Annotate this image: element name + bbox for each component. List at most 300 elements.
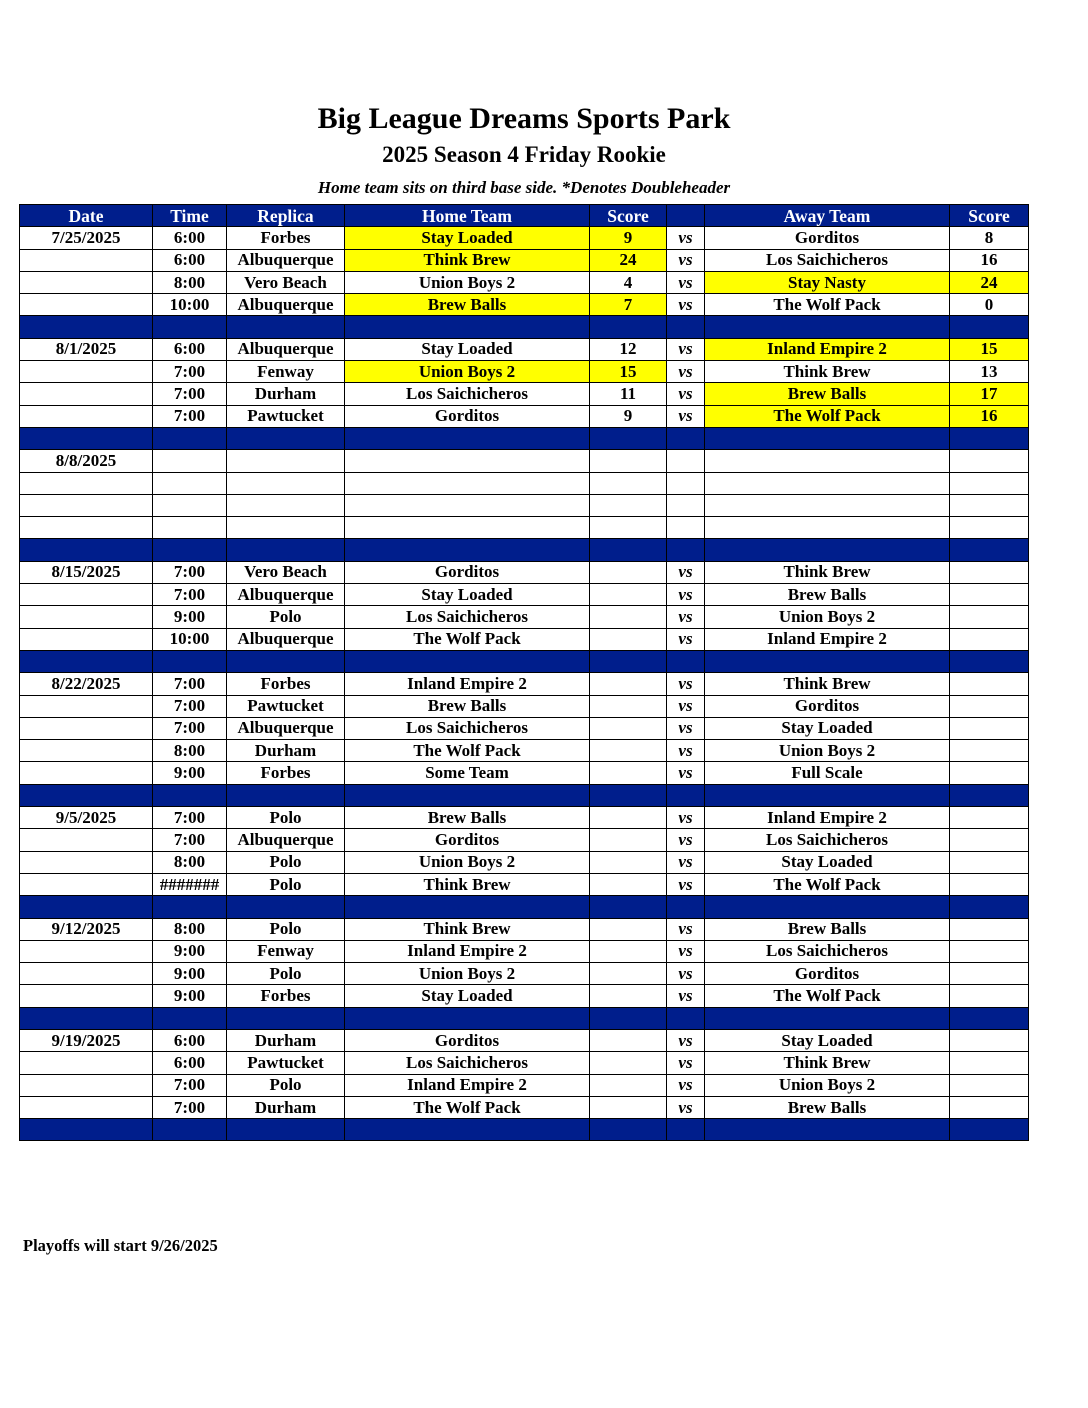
header-away-score: Score xyxy=(950,205,1029,227)
header-time: Time xyxy=(153,205,227,227)
away-score-cell xyxy=(950,740,1029,762)
away-team-cell: Los Saichicheros xyxy=(705,829,950,851)
date-cell xyxy=(20,740,153,762)
replica-cell xyxy=(227,450,345,472)
time-cell: 10:00 xyxy=(153,294,227,316)
time-cell: ####### xyxy=(153,873,227,895)
home-score-cell xyxy=(590,606,667,628)
home-team-cell: Stay Loaded xyxy=(345,338,590,360)
home-score-cell xyxy=(590,494,667,516)
away-team-cell: Brew Balls xyxy=(705,383,950,405)
game-row xyxy=(20,963,1029,985)
separator-cell xyxy=(590,316,667,338)
time-cell: 9:00 xyxy=(153,963,227,985)
week-separator-row xyxy=(20,1007,1029,1029)
away-team-cell: Union Boys 2 xyxy=(705,606,950,628)
game-row xyxy=(20,695,1029,717)
home-team-cell: Some Team xyxy=(345,762,590,784)
away-team-cell: Gorditos xyxy=(705,963,950,985)
week-separator-row xyxy=(20,896,1029,918)
vs-cell: vs xyxy=(667,740,705,762)
separator-cell xyxy=(667,539,705,561)
separator-cell xyxy=(153,427,227,449)
vs-cell xyxy=(667,517,705,539)
separator-cell xyxy=(227,1119,345,1141)
date-cell: 8/8/2025 xyxy=(20,450,153,472)
separator-cell xyxy=(705,896,950,918)
replica-cell: Polo xyxy=(227,873,345,895)
game-row xyxy=(20,873,1029,895)
replica-cell: Pawtucket xyxy=(227,1052,345,1074)
playoffs-note: Playoffs will start 9/26/2025 xyxy=(23,1236,218,1255)
away-team-cell: Gorditos xyxy=(705,227,950,249)
away-team-cell: The Wolf Pack xyxy=(705,873,950,895)
date-cell xyxy=(20,1074,153,1096)
away-score-cell xyxy=(950,807,1029,829)
away-team-cell: Inland Empire 2 xyxy=(705,338,950,360)
game-row xyxy=(20,1074,1029,1096)
away-score-cell xyxy=(950,1052,1029,1074)
replica-cell: Polo xyxy=(227,918,345,940)
home-score-cell xyxy=(590,918,667,940)
time-cell xyxy=(153,472,227,494)
away-score-cell xyxy=(950,695,1029,717)
away-team-cell: Think Brew xyxy=(705,361,950,383)
time-cell: 9:00 xyxy=(153,762,227,784)
time-cell: 7:00 xyxy=(153,1074,227,1096)
home-score-cell xyxy=(590,873,667,895)
home-team-cell: Gorditos xyxy=(345,829,590,851)
home-team-cell: Think Brew xyxy=(345,918,590,940)
away-team-cell: Brew Balls xyxy=(705,1096,950,1118)
game-row xyxy=(20,361,1029,383)
away-team-cell xyxy=(705,494,950,516)
away-score-cell: 8 xyxy=(950,227,1029,249)
game-row xyxy=(20,294,1029,316)
replica-cell: Vero Beach xyxy=(227,561,345,583)
replica-cell: Albuquerque xyxy=(227,338,345,360)
away-team-cell: Think Brew xyxy=(705,561,950,583)
away-score-cell xyxy=(950,673,1029,695)
away-score-cell xyxy=(950,762,1029,784)
time-cell: 7:00 xyxy=(153,673,227,695)
home-team-cell: Gorditos xyxy=(345,405,590,427)
separator-cell xyxy=(345,650,590,672)
home-score-cell xyxy=(590,851,667,873)
home-score-cell xyxy=(590,673,667,695)
away-team-cell: Union Boys 2 xyxy=(705,1074,950,1096)
date-cell xyxy=(20,361,153,383)
separator-cell xyxy=(705,784,950,806)
vs-cell xyxy=(667,450,705,472)
game-row xyxy=(20,450,1029,472)
vs-cell xyxy=(667,494,705,516)
header-home-score: Score xyxy=(590,205,667,227)
header-row xyxy=(20,205,1029,227)
home-score-cell xyxy=(590,472,667,494)
game-row xyxy=(20,740,1029,762)
time-cell: 6:00 xyxy=(153,1029,227,1051)
date-cell xyxy=(20,494,153,516)
week-separator-row xyxy=(20,1119,1029,1141)
vs-cell: vs xyxy=(667,405,705,427)
home-score-cell xyxy=(590,1096,667,1118)
week-separator-row xyxy=(20,316,1029,338)
home-team-cell: Union Boys 2 xyxy=(345,851,590,873)
separator-cell xyxy=(667,316,705,338)
date-cell xyxy=(20,249,153,271)
home-team-cell: Los Saichicheros xyxy=(345,717,590,739)
separator-cell xyxy=(227,427,345,449)
home-team-cell: The Wolf Pack xyxy=(345,740,590,762)
away-team-cell: Stay Loaded xyxy=(705,851,950,873)
home-score-cell xyxy=(590,1029,667,1051)
away-score-cell xyxy=(950,985,1029,1007)
separator-cell xyxy=(20,896,153,918)
home-score-cell xyxy=(590,628,667,650)
replica-cell: Polo xyxy=(227,963,345,985)
date-cell xyxy=(20,829,153,851)
separator-cell xyxy=(227,539,345,561)
time-cell: 6:00 xyxy=(153,1052,227,1074)
schedule-table xyxy=(19,204,1029,1141)
home-team-cell: Union Boys 2 xyxy=(345,271,590,293)
date-cell xyxy=(20,940,153,962)
away-score-cell xyxy=(950,606,1029,628)
vs-cell: vs xyxy=(667,361,705,383)
separator-cell xyxy=(667,784,705,806)
game-row xyxy=(20,606,1029,628)
week-separator-row xyxy=(20,650,1029,672)
header-vs xyxy=(667,205,705,227)
game-row xyxy=(20,405,1029,427)
game-row xyxy=(20,829,1029,851)
away-score-cell xyxy=(950,450,1029,472)
date-cell xyxy=(20,717,153,739)
separator-cell xyxy=(153,784,227,806)
home-team-cell xyxy=(345,517,590,539)
time-cell: 7:00 xyxy=(153,807,227,829)
away-score-cell xyxy=(950,717,1029,739)
home-team-cell: Los Saichicheros xyxy=(345,1052,590,1074)
away-score-cell: 16 xyxy=(950,249,1029,271)
vs-cell: vs xyxy=(667,695,705,717)
replica-cell: Durham xyxy=(227,1096,345,1118)
vs-cell: vs xyxy=(667,762,705,784)
replica-cell: Albuquerque xyxy=(227,829,345,851)
date-cell xyxy=(20,695,153,717)
date-cell xyxy=(20,628,153,650)
time-cell: 8:00 xyxy=(153,271,227,293)
home-team-cell: Brew Balls xyxy=(345,294,590,316)
separator-cell xyxy=(153,539,227,561)
time-cell: 9:00 xyxy=(153,985,227,1007)
vs-cell: vs xyxy=(667,1074,705,1096)
away-score-cell: 24 xyxy=(950,271,1029,293)
home-score-cell: 7 xyxy=(590,294,667,316)
vs-cell: vs xyxy=(667,561,705,583)
away-team-cell: Los Saichicheros xyxy=(705,249,950,271)
separator-cell xyxy=(345,1119,590,1141)
separator-cell xyxy=(345,316,590,338)
time-cell: 9:00 xyxy=(153,940,227,962)
separator-cell xyxy=(345,784,590,806)
page-title: Big League Dreams Sports Park xyxy=(317,102,731,135)
away-team-cell: The Wolf Pack xyxy=(705,294,950,316)
separator-cell xyxy=(950,427,1029,449)
date-cell xyxy=(20,383,153,405)
separator-cell xyxy=(20,784,153,806)
separator-cell xyxy=(590,1007,667,1029)
home-team-cell xyxy=(345,450,590,472)
separator-cell xyxy=(345,896,590,918)
replica-cell: Albuquerque xyxy=(227,584,345,606)
home-team-cell: Think Brew xyxy=(345,873,590,895)
replica-cell: Albuquerque xyxy=(227,249,345,271)
time-cell: 7:00 xyxy=(153,405,227,427)
date-cell: 8/22/2025 xyxy=(20,673,153,695)
vs-cell: vs xyxy=(667,851,705,873)
home-score-cell: 15 xyxy=(590,361,667,383)
vs-cell: vs xyxy=(667,918,705,940)
home-team-cell: Brew Balls xyxy=(345,807,590,829)
replica-cell: Fenway xyxy=(227,361,345,383)
away-score-cell: 17 xyxy=(950,383,1029,405)
replica-cell: Forbes xyxy=(227,227,345,249)
vs-cell: vs xyxy=(667,1096,705,1118)
away-team-cell: Full Scale xyxy=(705,762,950,784)
time-cell: 6:00 xyxy=(153,338,227,360)
separator-cell xyxy=(590,427,667,449)
home-score-cell xyxy=(590,829,667,851)
home-team-cell: Los Saichicheros xyxy=(345,383,590,405)
separator-cell xyxy=(667,427,705,449)
replica-cell: Albuquerque xyxy=(227,717,345,739)
game-row xyxy=(20,1029,1029,1051)
away-score-cell xyxy=(950,851,1029,873)
separator-cell xyxy=(345,427,590,449)
away-team-cell xyxy=(705,517,950,539)
home-team-cell: The Wolf Pack xyxy=(345,1096,590,1118)
game-row xyxy=(20,851,1029,873)
home-score-cell xyxy=(590,762,667,784)
date-cell: 8/15/2025 xyxy=(20,561,153,583)
game-row xyxy=(20,249,1029,271)
home-score-cell xyxy=(590,940,667,962)
separator-cell xyxy=(705,539,950,561)
week-separator-row xyxy=(20,784,1029,806)
vs-cell: vs xyxy=(667,940,705,962)
replica-cell xyxy=(227,494,345,516)
separator-cell xyxy=(345,1007,590,1029)
replica-cell xyxy=(227,472,345,494)
time-cell xyxy=(153,450,227,472)
vs-cell: vs xyxy=(667,383,705,405)
time-cell: 7:00 xyxy=(153,829,227,851)
away-score-cell: 0 xyxy=(950,294,1029,316)
date-cell xyxy=(20,271,153,293)
replica-cell: Polo xyxy=(227,606,345,628)
game-row xyxy=(20,227,1029,249)
vs-cell: vs xyxy=(667,829,705,851)
away-team-cell: Gorditos xyxy=(705,695,950,717)
date-cell: 9/12/2025 xyxy=(20,918,153,940)
replica-cell: Pawtucket xyxy=(227,695,345,717)
home-team-cell: Stay Loaded xyxy=(345,985,590,1007)
home-team-cell: Inland Empire 2 xyxy=(345,673,590,695)
home-team-cell: The Wolf Pack xyxy=(345,628,590,650)
home-team-cell: Union Boys 2 xyxy=(345,361,590,383)
away-team-cell: Think Brew xyxy=(705,1052,950,1074)
game-row xyxy=(20,584,1029,606)
home-score-cell xyxy=(590,807,667,829)
vs-cell: vs xyxy=(667,606,705,628)
away-team-cell: Think Brew xyxy=(705,673,950,695)
separator-cell xyxy=(590,784,667,806)
game-row xyxy=(20,517,1029,539)
away-score-cell xyxy=(950,1096,1029,1118)
away-team-cell: Stay Loaded xyxy=(705,1029,950,1051)
replica-cell: Polo xyxy=(227,851,345,873)
home-team-cell: Union Boys 2 xyxy=(345,963,590,985)
header-replica: Replica xyxy=(227,205,345,227)
vs-cell: vs xyxy=(667,1029,705,1051)
game-row xyxy=(20,1052,1029,1074)
week-separator-row xyxy=(20,427,1029,449)
date-cell xyxy=(20,1096,153,1118)
away-score-cell xyxy=(950,584,1029,606)
home-score-cell xyxy=(590,517,667,539)
away-score-cell xyxy=(950,561,1029,583)
home-score-cell: 9 xyxy=(590,227,667,249)
away-score-cell: 15 xyxy=(950,338,1029,360)
replica-cell: Forbes xyxy=(227,673,345,695)
date-cell xyxy=(20,873,153,895)
home-score-cell xyxy=(590,985,667,1007)
vs-cell: vs xyxy=(667,807,705,829)
separator-cell xyxy=(227,896,345,918)
header-home-team: Home Team xyxy=(345,205,590,227)
date-cell: 7/25/2025 xyxy=(20,227,153,249)
home-team-cell: Inland Empire 2 xyxy=(345,1074,590,1096)
separator-cell xyxy=(153,316,227,338)
home-score-cell: 11 xyxy=(590,383,667,405)
date-cell xyxy=(20,606,153,628)
game-row xyxy=(20,561,1029,583)
game-row xyxy=(20,985,1029,1007)
replica-cell: Albuquerque xyxy=(227,628,345,650)
away-score-cell xyxy=(950,963,1029,985)
home-team-cell: Gorditos xyxy=(345,561,590,583)
game-row xyxy=(20,940,1029,962)
time-cell: 10:00 xyxy=(153,628,227,650)
time-cell: 8:00 xyxy=(153,851,227,873)
replica-cell: Polo xyxy=(227,1074,345,1096)
away-team-cell: Brew Balls xyxy=(705,584,950,606)
separator-cell xyxy=(667,650,705,672)
game-row xyxy=(20,762,1029,784)
separator-cell xyxy=(20,539,153,561)
replica-cell: Fenway xyxy=(227,940,345,962)
away-team-cell: Brew Balls xyxy=(705,918,950,940)
week-separator-row xyxy=(20,539,1029,561)
separator-cell xyxy=(20,427,153,449)
replica-cell: Forbes xyxy=(227,985,345,1007)
time-cell: 7:00 xyxy=(153,561,227,583)
away-score-cell: 16 xyxy=(950,405,1029,427)
date-cell xyxy=(20,963,153,985)
game-row xyxy=(20,1096,1029,1118)
separator-cell xyxy=(590,539,667,561)
date-cell xyxy=(20,762,153,784)
separator-cell xyxy=(950,896,1029,918)
separator-cell xyxy=(705,427,950,449)
home-score-cell xyxy=(590,584,667,606)
away-score-cell: 13 xyxy=(950,361,1029,383)
separator-cell xyxy=(950,650,1029,672)
separator-cell xyxy=(153,1007,227,1029)
separator-cell xyxy=(345,539,590,561)
home-score-cell xyxy=(590,450,667,472)
home-score-cell: 4 xyxy=(590,271,667,293)
vs-cell: vs xyxy=(667,717,705,739)
replica-cell: Polo xyxy=(227,807,345,829)
separator-cell xyxy=(153,650,227,672)
separator-cell xyxy=(590,896,667,918)
header-date: Date xyxy=(20,205,153,227)
home-team-note: Home team sits on third base side. *Denotes Doubleheader xyxy=(317,178,731,197)
away-team-cell xyxy=(705,472,950,494)
game-row xyxy=(20,807,1029,829)
home-score-cell xyxy=(590,1074,667,1096)
home-team-cell: Stay Loaded xyxy=(345,227,590,249)
separator-cell xyxy=(227,316,345,338)
separator-cell xyxy=(950,1119,1029,1141)
date-cell xyxy=(20,405,153,427)
page-subtitle: 2025 Season 4 Friday Rookie xyxy=(382,142,666,167)
home-team-cell: Los Saichicheros xyxy=(345,606,590,628)
replica-cell: Durham xyxy=(227,740,345,762)
vs-cell: vs xyxy=(667,628,705,650)
vs-cell: vs xyxy=(667,873,705,895)
separator-cell xyxy=(667,1007,705,1029)
away-team-cell: Los Saichicheros xyxy=(705,940,950,962)
away-score-cell xyxy=(950,472,1029,494)
game-row xyxy=(20,338,1029,360)
replica-cell: Albuquerque xyxy=(227,294,345,316)
replica-cell: Forbes xyxy=(227,762,345,784)
date-cell: 9/5/2025 xyxy=(20,807,153,829)
away-score-cell xyxy=(950,918,1029,940)
game-row xyxy=(20,494,1029,516)
replica-cell: Vero Beach xyxy=(227,271,345,293)
time-cell: 7:00 xyxy=(153,584,227,606)
home-score-cell xyxy=(590,695,667,717)
away-team-cell: Inland Empire 2 xyxy=(705,807,950,829)
time-cell: 8:00 xyxy=(153,918,227,940)
separator-cell xyxy=(667,896,705,918)
separator-cell xyxy=(950,539,1029,561)
vs-cell xyxy=(667,472,705,494)
home-team-cell: Gorditos xyxy=(345,1029,590,1051)
away-team-cell: The Wolf Pack xyxy=(705,405,950,427)
date-cell xyxy=(20,584,153,606)
away-team-cell xyxy=(705,450,950,472)
vs-cell: vs xyxy=(667,227,705,249)
vs-cell: vs xyxy=(667,673,705,695)
game-row xyxy=(20,673,1029,695)
date-cell xyxy=(20,294,153,316)
